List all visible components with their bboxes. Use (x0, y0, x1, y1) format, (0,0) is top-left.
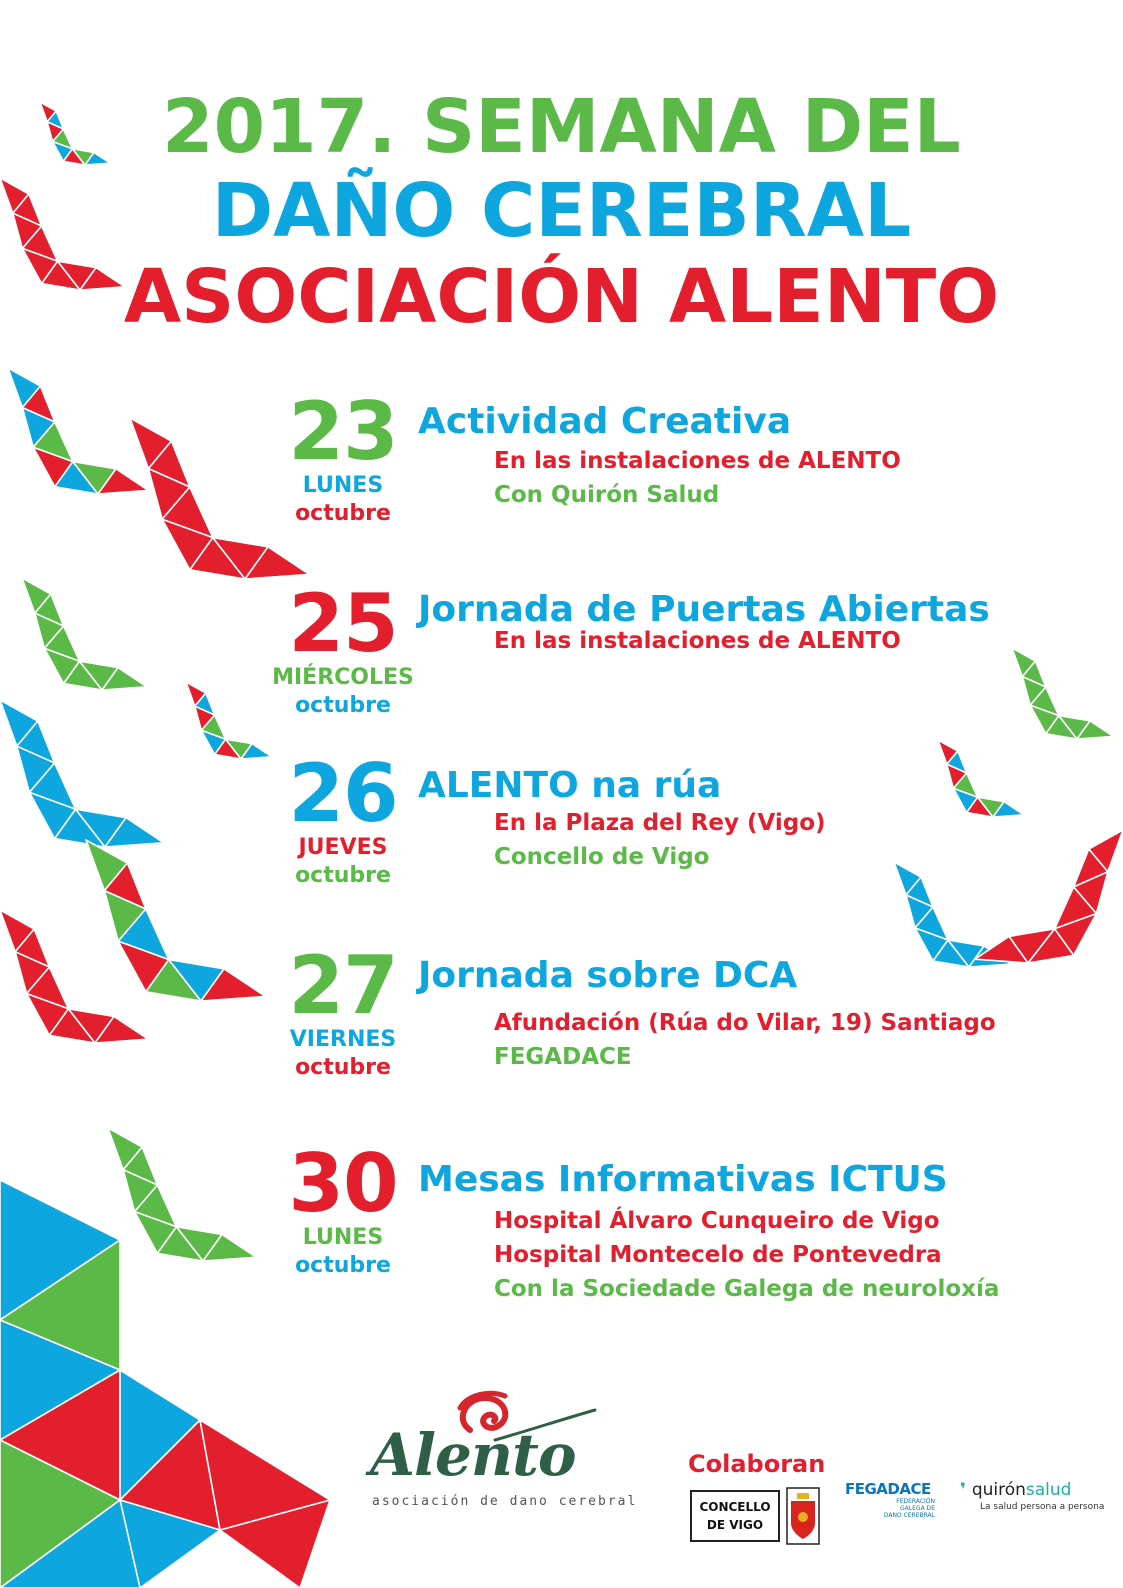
event-detail-line: FEGADACE (494, 1044, 632, 1070)
event-month: octubre (295, 863, 391, 888)
concello-line-2: DE VIGO (706, 1518, 764, 1532)
event-30 (0, 1137, 1123, 1304)
event-details (494, 624, 901, 658)
event-detail-line: En la Plaza del Rey (Vigo) (494, 810, 826, 836)
event-26 (0, 747, 1123, 914)
vigo-shield-icon (786, 1487, 820, 1545)
event-details (494, 1006, 996, 1074)
quironsalud-mark-icon: ❜ (960, 1480, 972, 1500)
fegadace-subtitle: FEDERACIÓN GALEGA DE DANO CEREBRAL (883, 1498, 935, 1519)
title-line-year: 2017. SEMANA DEL (162, 84, 961, 170)
event-detail-line: Con Quirón Salud (494, 482, 720, 508)
alento-tagline: asociación de dano cerebral (372, 1494, 638, 1509)
event-date (250, 385, 436, 528)
concello-de-vigo-logo (690, 1490, 780, 1542)
event-title: Mesas Informativas ICTUS (418, 1159, 948, 1200)
quironsalud-name-b: salud (1025, 1480, 1072, 1500)
event-weekday: JUEVES (298, 835, 388, 860)
event-detail-line: Afundación (Rúa do Vilar, 19) Santiago (494, 1010, 996, 1036)
event-title: Jornada de Puertas Abiertas (418, 589, 990, 630)
event-date (250, 1137, 436, 1280)
event-details (494, 1204, 999, 1306)
event-23 (0, 385, 1123, 550)
event-weekday: LUNES (302, 1225, 384, 1250)
event-detail-line: En las instalaciones de ALENTO (494, 448, 901, 474)
quironsalud-tagline: La salud persona a persona (980, 1502, 1105, 1512)
event-title: Actividad Creativa (418, 401, 792, 442)
event-25 (0, 577, 1123, 742)
title-line-asociacion: ASOCIACIÓN ALENTO (123, 254, 1000, 340)
concello-line-1: CONCELLO (699, 1500, 771, 1514)
event-month: octubre (295, 1055, 391, 1080)
event-date (250, 577, 436, 720)
alento-logo (350, 1390, 638, 1530)
event-date (250, 939, 436, 1082)
event-day-number: 23 (288, 385, 398, 478)
event-month: octubre (295, 693, 391, 718)
event-details (494, 806, 826, 874)
event-weekday: MIÉRCOLES (272, 665, 414, 690)
event-date (250, 747, 436, 890)
event-detail-line: Hospital Montecelo de Pontevedra (494, 1242, 942, 1268)
event-weekday: LUNES (302, 473, 384, 498)
event-month: octubre (295, 501, 391, 526)
fegadace-logo (845, 1480, 937, 1519)
fegadace-name: FEGADACE (845, 1480, 931, 1498)
event-day-number: 26 (288, 747, 398, 840)
quironsalud-logo (960, 1480, 1105, 1512)
quironsalud-name (960, 1480, 1090, 1500)
quironsalud-name-a: quirón (971, 1480, 1026, 1500)
title-line-dano-cerebral: DAÑO CEREBRAL (211, 168, 912, 254)
event-day-number: 25 (288, 577, 398, 670)
colaboran-label: Colaboran (688, 1450, 826, 1478)
event-title: ALENTO na rúa (418, 765, 722, 806)
event-month: octubre (295, 1253, 391, 1278)
event-day-number: 30 (288, 1137, 398, 1230)
event-day-number: 27 (288, 939, 398, 1032)
event-detail-line: Con la Sociedade Galega de neuroloxía (494, 1276, 1000, 1302)
event-weekday: VIERNES (289, 1027, 397, 1052)
event-27 (0, 939, 1123, 1106)
alento-wordmark: Alento (370, 1421, 576, 1489)
event-detail-line: Hospital Álvaro Cunqueiro de Vigo (494, 1208, 940, 1234)
event-detail-line: En las instalaciones de ALENTO (494, 628, 901, 654)
event-title: Jornada sobre DCA (418, 955, 798, 996)
event-details (494, 444, 901, 512)
event-detail-line: Concello de Vigo (494, 844, 710, 870)
